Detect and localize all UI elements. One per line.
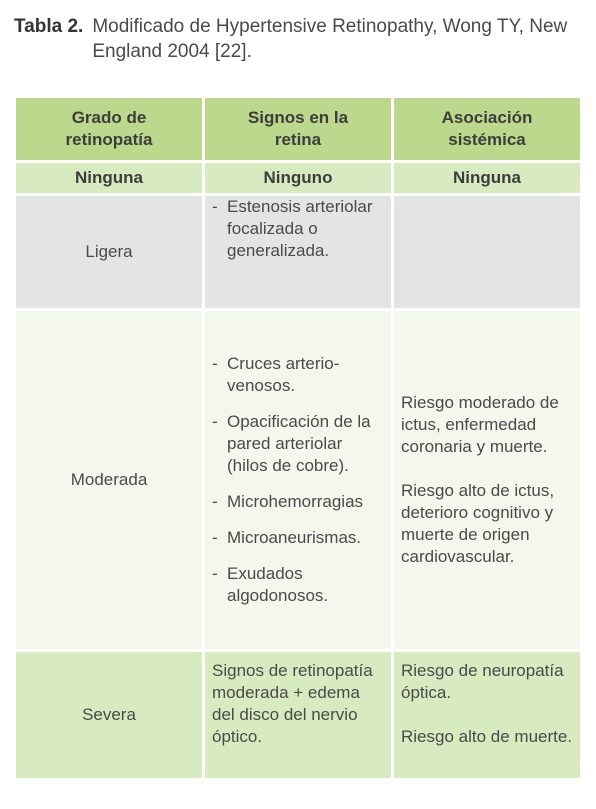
signs-cell: Ninguno — [205, 163, 391, 193]
signs-cell — [205, 652, 391, 778]
grade-cell: Severa — [16, 652, 202, 778]
list-item: - Opacificación de la pared arteriolar (hilos de cobre). — [205, 411, 391, 477]
list-item: - Cruces arterio-venosos. — [205, 353, 391, 397]
association-cell — [394, 311, 580, 649]
list-item: - Estenosis arteriolar focalizada o generalizada. — [205, 196, 391, 262]
retinopathy-table — [13, 95, 579, 781]
signs-list — [205, 353, 391, 607]
signs-paragraph: Signos de retinopatía moderada + edema del disco del nervio óptico. — [212, 661, 373, 746]
association-cell — [394, 652, 580, 778]
association-paragraph: Riesgo moderado de ictus, enfermedad coronaria y muerte. — [401, 393, 559, 456]
caption-label: Tabla 2. — [14, 16, 84, 37]
association-paragraph: Riesgo alto de ictus, deterioro cognitivo y muerte de origen cardiovascular. — [401, 481, 555, 566]
association-cell — [394, 196, 580, 308]
grade-cell: Ninguna — [16, 163, 202, 193]
list-item: - Exudados algodonosos. — [205, 563, 391, 607]
header-grade: Grado de retinopatía — [16, 98, 202, 160]
list-item: - Microaneurismas. — [205, 527, 391, 549]
table-row-ligera — [16, 196, 580, 308]
grade-cell: Ligera — [16, 196, 202, 308]
association-paragraph: Riesgo de neuropatía óptica. — [401, 661, 564, 702]
signs-cell — [205, 196, 391, 308]
caption-text: Modificado de Hypertensive Retinopathy, Wong TY, New England 2004 [22]. — [92, 16, 568, 62]
association-paragraph: Riesgo alto de muerte. — [401, 727, 573, 746]
table-row-moderada — [16, 311, 580, 649]
header-row — [16, 98, 580, 160]
table-row-ninguna — [16, 163, 580, 193]
signs-cell — [205, 311, 391, 649]
table-row-severa — [16, 652, 580, 778]
association-cell: Ninguna — [394, 163, 580, 193]
header-association: Asociación sistémica — [394, 98, 580, 160]
signs-list — [205, 196, 391, 262]
grade-cell: Moderada — [16, 311, 202, 649]
header-signs: Signos en la retina — [205, 98, 391, 160]
table-caption — [14, 14, 584, 64]
list-item: - Microhemorragias — [205, 491, 391, 513]
